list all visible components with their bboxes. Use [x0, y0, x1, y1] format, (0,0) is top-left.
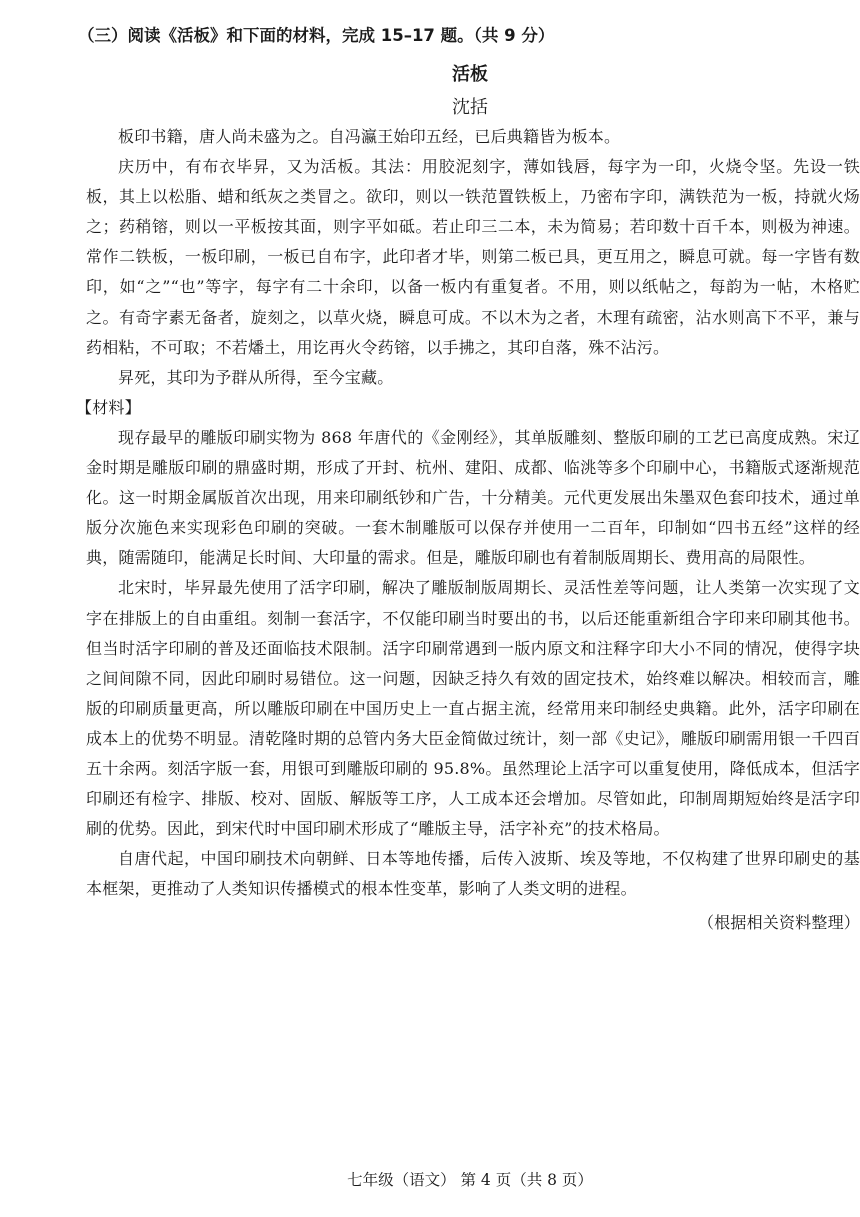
- material-paragraph-3: 自唐代起，中国印刷技术向朝鲜、日本等地传播，后传入波斯、埃及等地，不仅构建了世界印刷史的基本框架，更推动了人类知识传播模式的根本性变革，影响了人类文明的进程。: [86, 849, 860, 899]
- passage-paragraph-2: 庆历中，有布衣毕昇，又为活板。其法：用胶泥刻字，薄如钱唇，每字为一印，火烧令坚。先设一铁板，其上以松脂、蜡和纸灰之类冒之。欲印，则以一铁范置铁板上，乃密布字印，满铁范为一板，持就火炀之；药稍镕，则以一平板按其面，则字平如砥。若止印三二本，未为简易；若印数十百千本，则极为神速。常作二铁板，一板印刷，一板已自布字，此印者才毕，则第二板已具，更互用之，瞬息可就。每一字皆有数印，如“之”“也”等字，每字有二十余印，以备一板内有重复者。不用，则以纸帖之，每韵为一帖，木格贮之。有奇字素无备者，旋刻之，以草火烧，瞬息可成。不以木为之者，木理有疏密，沾水则高下不平，兼与药相粘，不可取；不若燔土，用讫再火令药镕，以手拂之，其印自落，殊不沾污。: [86, 157, 860, 357]
- reading-body: [76, 122, 860, 939]
- passage-title: 活板: [452, 64, 488, 85]
- passage-paragraph-1: 板印书籍，唐人尚未盛为之。自冯瀛王始印五经，已后典籍皆为板本。: [118, 127, 621, 146]
- source-note: （根据相关资料整理）: [697, 913, 860, 933]
- passage-paragraph-3: 昇死，其印为予群从所得，至今宝藏。: [118, 367, 394, 387]
- page-footer: 七年级（语文） 第 4 页（共 8 页）: [347, 1171, 593, 1189]
- section-header: （三）阅读《活板》和下面的材料，完成 15–17 题。（共 9 分）: [78, 26, 555, 45]
- passage-author: 沈括: [452, 97, 488, 118]
- material-label: 【材料】: [76, 397, 141, 417]
- material-paragraph-2: 北宋时，毕昇最先使用了活字印刷，解决了雕版制版周期长、灵活性差等问题，让人类第一次实现了文字在排版上的自由重组。刻制一套活字，不仅能印刷当时要出的书，以后还能重新组合字印来印刷其他书。但当时活字印刷的普及还面临技术限制。活字印刷常遇到一版内原文和注释字印大小不同的情况，使得字块之间间隙不同，因此印刷时易错位。这一问题，因缺乏持久有效的固定技术，始终难以解决。相较而言，雕版的印刷质量更高，所以雕版印刷在中国历史上一直占据主流，经常用来印制经史典籍。此外，活字印刷在成本上的优势不明显。清乾隆时期的总管内务大臣金简做过统计，刻一部《史记》，雕版印刷需用银一千四百五十余两。刻活字版一套，用银可到雕版印刷的 95.8%。虽然理论上活字可以重复使用，降低成本，但活字印刷还有检字、排版、校对、固版、解版等工序，人工成本还会增加。尽管如此，印制周期短始终是活字印刷的优势。因此，到宋代时中国印刷术形成了“雕版主导，活字补充”的技术格局。: [86, 578, 860, 839]
- material-paragraph-1: 现存最早的雕版印刷实物为 868 年唐代的《金刚经》，其单版雕刻、整版印刷的工艺已高度成熟。宋辽金时期是雕版印刷的鼎盛时期，形成了开封、杭州、建阳、成都、临洮等多个印刷中心，书籍版式逐渐规范化。这一时期金属版首次出现，用来印刷纸钞和广告，十分精美。元代更发展出朱墨双色套印技术，通过单版分次施色来实现彩色印刷的突破。一套木制雕版可以保存并使用一二百年，印制如“四书五经”这样的经典，随需随印，能满足长时间、大印量的需求。但是，雕版印刷也有着制版周期长、费用高的局限性。: [86, 427, 860, 568]
